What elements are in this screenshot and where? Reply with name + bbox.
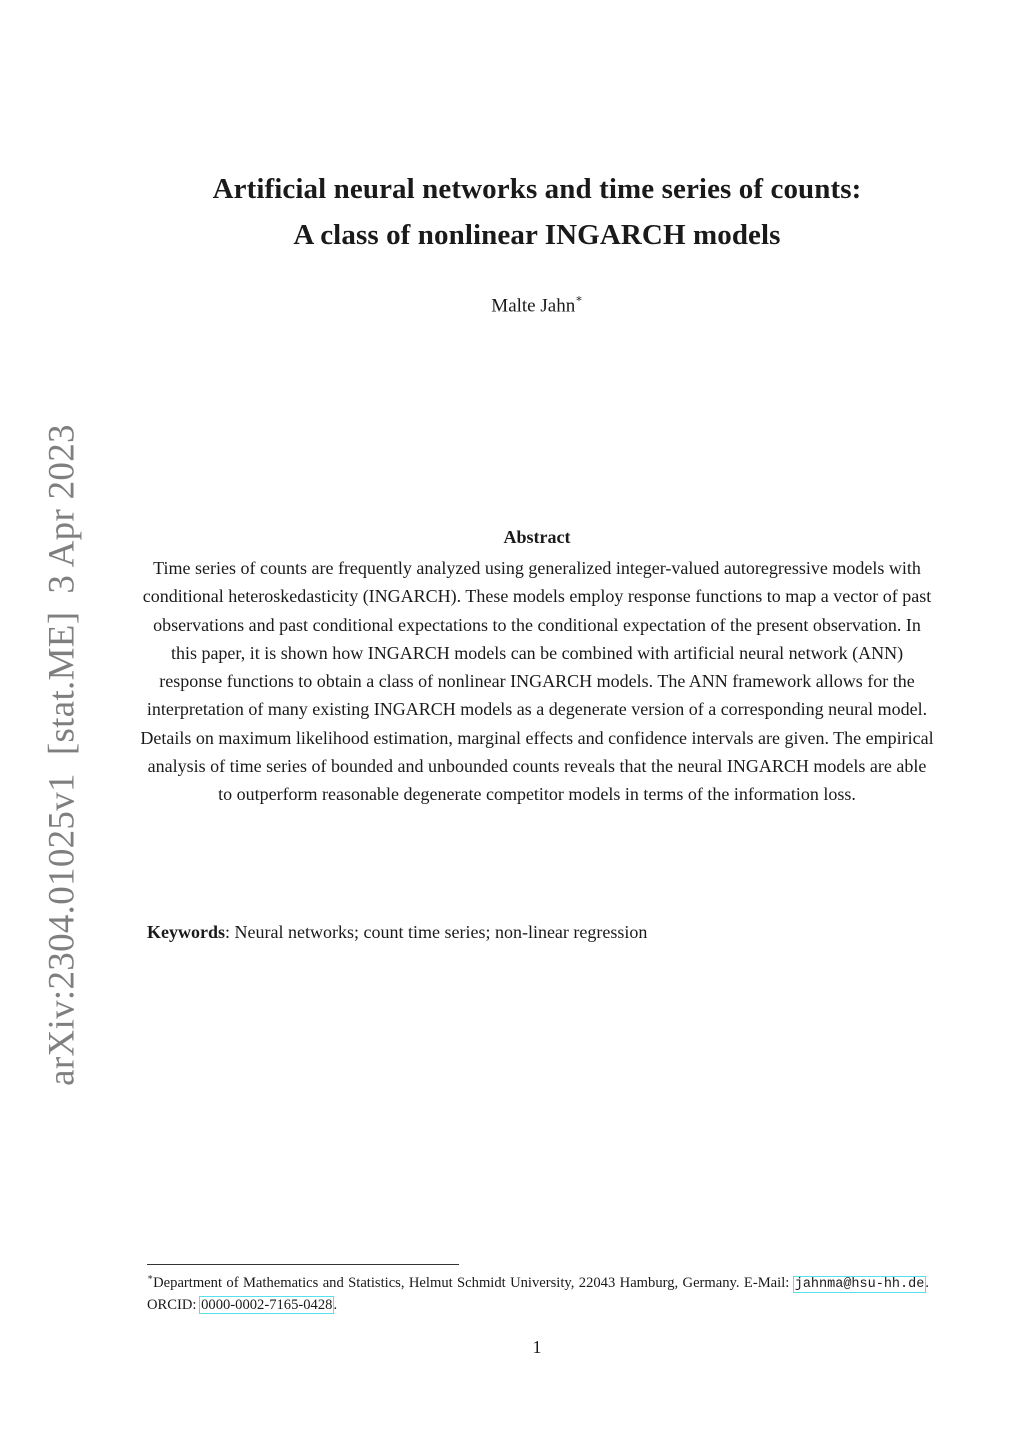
footnote — [147, 1268, 929, 1315]
abstract-heading: Abstract — [503, 527, 571, 547]
footnote-end: . — [333, 1296, 338, 1313]
author-footnote-mark: ∗ — [575, 293, 583, 305]
paper-title-line-2: A class of nonlinear INGARCH models — [293, 219, 781, 251]
page-number: 1 — [532, 1337, 542, 1357]
author — [146, 294, 928, 317]
footnote-affiliation: Department of Mathematics and Statistics, Helmut Schmidt University, 22043 Hamburg, Germany. E-Mail: — [153, 1274, 794, 1291]
keywords-separator: : — [225, 922, 231, 942]
author-name: Malte Jahn — [491, 295, 576, 317]
arxiv-category: [stat.ME] — [41, 611, 83, 756]
arxiv-identifier-stamp — [41, 424, 84, 1086]
arxiv-date: 3 Apr 2023 — [41, 424, 83, 594]
orcid-label: . ORCID: — [147, 1274, 929, 1313]
email-link[interactable]: jahnma@hsu-hh.de — [794, 1276, 925, 1292]
keywords-label: Keywords — [147, 922, 225, 942]
keywords — [147, 922, 647, 943]
paper-title-line-1: Artificial neural networks and time series of counts: — [212, 173, 862, 205]
keywords-text: Neural networks; count time series; non-linear regression — [234, 922, 648, 942]
orcid-link[interactable]: 0000-0002-7165-0428 — [201, 1296, 333, 1313]
footnote-divider — [147, 1264, 459, 1265]
footnote-mark: ∗ — [147, 1272, 154, 1282]
abstract-text: Time series of counts are frequently analyzed using generalized integer-valued autoregressive models with conditional heteroskedasticity (INGARCH). These models employ response functions to map a vector of past observations and past conditional expectations to the conditional expectation of the present observation. In this paper, it is shown how INGARCH models can be combined with artificial neural network (ANN) response functions to obtain a class of nonlinear INGARCH models. The ANN framework allows for the interpretation of many existing INGARCH models as a degenerate version of a corresponding neural model. Details on maximum likelihood estimation, marginal effects and confidence intervals are given. The empirical analysis of time series of bounded and unbounded counts reveals that the neural INGARCH models are able to outperform reasonable degenerate competitor models in terms of the information loss. — [140, 558, 934, 805]
arxiv-id: arXiv:2304.01025v1 — [41, 773, 83, 1086]
